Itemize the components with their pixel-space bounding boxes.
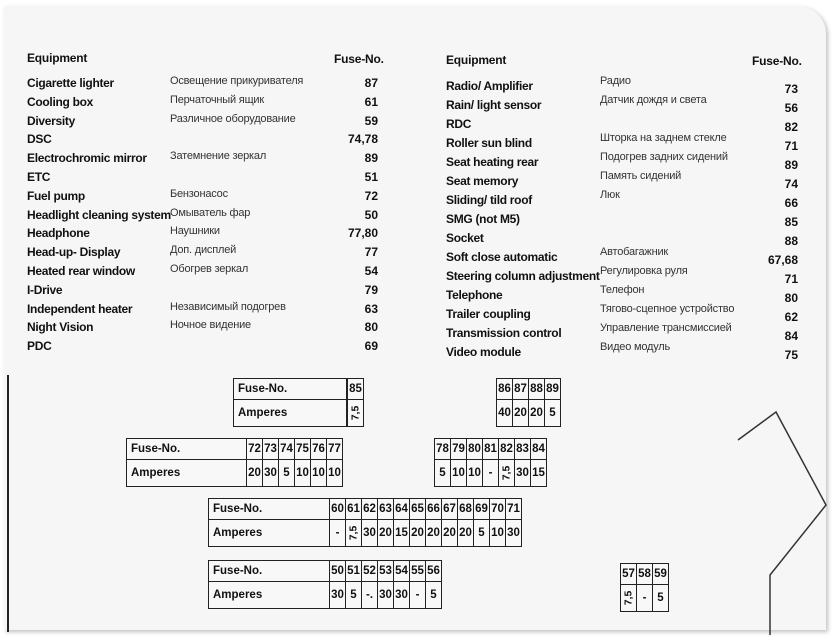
fuse-number-cell: 59: [653, 564, 669, 585]
left-equipment-header: Equipment: [27, 51, 88, 65]
equipment-name: Rain/ light sensor: [446, 98, 542, 112]
equipment-name: Headlight cleaning system: [27, 207, 171, 222]
fuse-number-cell: 88: [529, 379, 545, 400]
fuse-no-label: Fuse-No.: [127, 439, 247, 460]
amperes-value: 7,5: [622, 590, 635, 606]
fuse-table-labels: [233, 378, 347, 427]
left-fuse-header: Fuse-No.: [334, 52, 384, 66]
fuse-table: [208, 498, 522, 547]
equipment-name: Trailer coupling: [446, 307, 531, 321]
equipment-name-ru: Управление трансмиссией: [600, 322, 732, 334]
fuse-number-cell: 89: [545, 379, 561, 400]
fuse-number-cell: 60: [330, 499, 346, 520]
amperes-label: Amperes: [209, 582, 330, 609]
fuse-number-cell: 81: [483, 439, 499, 460]
fuse-number-cell: 85: [348, 379, 364, 400]
equipment-name: Cooling box: [27, 94, 94, 109]
amperes-label: Amperes: [127, 460, 247, 487]
amperes-cell: -: [410, 582, 426, 609]
amperes-cell: 10: [295, 460, 311, 487]
equipment-name: Fuel pump: [27, 188, 85, 203]
equipment-name-ru: Тягово-сцепное устройство: [600, 303, 735, 315]
equipment-name-ru: Люк: [600, 189, 620, 201]
fuse-number-cell: 68: [458, 499, 474, 520]
equipment-name-ru: Независимый подогрев: [170, 300, 286, 313]
fuse-number: 79: [364, 282, 378, 297]
fuse-number-cell: 78: [435, 439, 451, 460]
equipment-name-ru: Подогрев задних сидений: [600, 151, 728, 163]
fuse-table: [347, 378, 364, 427]
amperes-cell: [348, 400, 364, 427]
fuse-number: 63: [364, 301, 378, 316]
fuse-number-cell: 57: [621, 564, 637, 585]
equipment-name-ru: Бензонасос: [170, 187, 228, 200]
amperes-cell: 10: [490, 520, 506, 547]
equipment-name: I-Drive: [27, 282, 63, 297]
fuse-number: 67,68: [767, 253, 798, 267]
fuse-number-cell: 63: [378, 499, 394, 520]
equipment-name: Headphone: [27, 226, 90, 241]
fuse-number: 59: [364, 113, 378, 128]
fuse-number: 87: [364, 76, 378, 90]
fuse-number-cell: 66: [426, 499, 442, 520]
fuse-number: 69: [364, 339, 378, 354]
fuse-number-cell: 58: [637, 564, 653, 585]
fuse-number: 75: [784, 348, 798, 362]
fuse-number-cell: 53: [378, 561, 394, 582]
fuse-number: 72: [364, 188, 378, 203]
equipment-name-ru: Затемнение зеркал: [170, 150, 267, 163]
equipment-name: Seat memory: [446, 174, 519, 188]
amperes-cell: 20: [410, 520, 426, 547]
equipment-name: Independent heater: [27, 301, 133, 316]
fuse-number-cell: 56: [426, 561, 442, 582]
fuse-number: 66: [784, 196, 798, 210]
equipment-name: Soft close automatic: [446, 250, 558, 264]
fuse-number-cell: 73: [263, 439, 279, 460]
fuse-number: 62: [784, 310, 798, 324]
amperes-cell: 30: [330, 582, 346, 609]
equipment-name: Heated rear window: [27, 264, 135, 278]
equipment-name: ETC: [27, 170, 51, 184]
fuse-number: 82: [784, 120, 798, 134]
amperes-cell: 5: [545, 400, 561, 427]
amperes-cell: -: [483, 460, 499, 487]
fuse-number: 54: [364, 264, 378, 278]
fuse-no-label: Fuse-No.: [234, 379, 347, 400]
right-equipment-header: Equipment: [446, 53, 507, 67]
amperes-cell: 15: [531, 460, 547, 487]
amperes-cell: 5: [426, 582, 442, 609]
fuse-number: 80: [364, 320, 378, 335]
equipment-name-ru: Память сидений: [600, 170, 682, 182]
equipment-name-ru: Регулировка руля: [600, 265, 688, 277]
fuse-number: 50: [364, 207, 378, 222]
equipment-name-ru: Телефон: [600, 284, 645, 296]
fuse-number-cell: 84: [531, 439, 547, 460]
equipment-name: PDC: [27, 339, 52, 354]
equipment-name: Transmission control: [446, 326, 562, 340]
fuse-number-cell: 61: [346, 499, 362, 520]
fuse-number: 56: [784, 101, 798, 115]
fuse-number: 61: [364, 94, 378, 109]
fuse-number: 73: [784, 82, 798, 96]
fuse-number-cell: 71: [506, 499, 522, 520]
amperes-label: Amperes: [209, 520, 330, 547]
equipment-name-ru: Освещение прикуривателя: [170, 75, 304, 87]
fuse-number: 74,78: [347, 132, 378, 147]
equipment-name: DSC: [27, 132, 52, 147]
amperes-cell: 10: [451, 460, 467, 487]
amperes-value: 7,5: [500, 465, 513, 481]
fuse-number-cell: 51: [346, 561, 362, 582]
amperes-cell: [346, 520, 362, 547]
amperes-cell: 20: [513, 400, 529, 427]
equipment-name: Head-up- Display: [27, 245, 121, 260]
equipment-name-ru: Видео модуль: [600, 341, 671, 353]
amperes-cell: 30: [506, 520, 522, 547]
amperes-cell: 10: [467, 460, 483, 487]
amperes-cell: 15: [394, 520, 410, 547]
fuse-number: 77,80: [347, 226, 378, 241]
equipment-name: RDC: [446, 117, 472, 131]
fuse-no-label: Fuse-No.: [209, 499, 330, 520]
fuse-number-cell: 52: [362, 561, 378, 582]
amperes-cell: 20: [529, 400, 545, 427]
amperes-cell: 40: [497, 400, 513, 427]
fuse-number: 85: [784, 215, 798, 229]
fuse-table: [496, 378, 561, 427]
fuse-number-cell: 76: [311, 439, 327, 460]
equipment-name-ru: Ночное видение: [170, 319, 251, 332]
equipment-name: Diversity: [27, 113, 75, 128]
right-fuse-header: Fuse-No.: [752, 54, 802, 68]
amperes-cell: 30: [378, 582, 394, 609]
equipment-name: SMG (not M5): [446, 212, 520, 226]
equipment-name-ru: Датчик дождя и света: [600, 94, 707, 106]
fuse-number: 71: [784, 139, 798, 153]
fuse-number: 89: [784, 158, 798, 172]
fuse-table: [434, 438, 547, 487]
amperes-cell: 20: [378, 520, 394, 547]
fuse-table: [208, 560, 442, 609]
amperes-cell: 5: [435, 460, 451, 487]
amperes-cell: [621, 585, 637, 612]
amperes-cell: 5: [279, 460, 295, 487]
fuse-table: [620, 563, 669, 612]
equipment-name-ru: Омыватель фар: [170, 206, 251, 219]
amperes-cell: 5: [346, 582, 362, 609]
equipment-name: Roller sun blind: [446, 136, 532, 150]
fuse-number-cell: 62: [362, 499, 378, 520]
fuse-no-label: Fuse-No.: [209, 561, 330, 582]
fuse-number-cell: 75: [295, 439, 311, 460]
fuse-table: [126, 438, 343, 487]
fuse-number: 77: [364, 245, 378, 260]
fuse-number: 71: [784, 272, 798, 286]
amperes-cell: -: [637, 585, 653, 612]
equipment-name: Radio/ Amplifier: [446, 79, 533, 93]
fuse-number: 74: [784, 177, 798, 191]
equipment-name: Electrochromic mirror: [27, 151, 147, 166]
fuse-number-cell: 79: [451, 439, 467, 460]
equipment-name-ru: Автобагажник: [600, 246, 669, 258]
fuse-number-cell: 83: [515, 439, 531, 460]
equipment-name-ru: Радио: [600, 75, 631, 87]
equipment-name: Steering column adjustment: [446, 269, 600, 283]
equipment-name: Cigarette lighter: [27, 76, 114, 90]
amperes-cell: 20: [426, 520, 442, 547]
fuse-number-cell: 74: [279, 439, 295, 460]
amperes-cell: 5: [474, 520, 490, 547]
amperes-label: Amperes: [234, 400, 347, 427]
fuse-number-cell: 54: [394, 561, 410, 582]
amperes-cell: 20: [458, 520, 474, 547]
amperes-cell: 30: [263, 460, 279, 487]
fuse-number-cell: 82: [499, 439, 515, 460]
fuse-number-cell: 77: [327, 439, 343, 460]
fuse-number: 84: [784, 329, 798, 343]
fuse-number-cell: 55: [410, 561, 426, 582]
amperes-cell: -: [330, 520, 346, 547]
fuse-number-cell: 65: [410, 499, 426, 520]
amperes-cell: 10: [311, 460, 327, 487]
fuse-number-cell: 69: [474, 499, 490, 520]
amperes-value: 7,5: [347, 525, 360, 541]
equipment-name: Seat heating rear: [446, 155, 539, 169]
fuse-number: 88: [784, 234, 798, 248]
amperes-cell: 20: [247, 460, 263, 487]
equipment-name: Socket: [446, 231, 484, 245]
amperes-cell: 30: [394, 582, 410, 609]
amperes-value: 7,5: [349, 405, 362, 421]
amperes-cell: 5: [653, 585, 669, 612]
fuse-number: 80: [784, 291, 798, 305]
fuse-number-cell: 67: [442, 499, 458, 520]
equipment-name-ru: Шторка на заднем стекле: [600, 132, 727, 144]
equipment-name-ru: Различное оборудование: [170, 112, 296, 125]
fuse-number-cell: 64: [394, 499, 410, 520]
amperes-cell: 10: [327, 460, 343, 487]
amperes-cell: 20: [442, 520, 458, 547]
equipment-name: Sliding/ tild roof: [446, 193, 532, 207]
fuse-number-cell: 86: [497, 379, 513, 400]
equipment-name-ru: Перчаточный ящик: [170, 93, 264, 106]
equipment-name: Night Vision: [27, 320, 94, 335]
equipment-name-ru: Обогрев зеркал: [170, 263, 249, 275]
amperes-cell: 30: [362, 520, 378, 547]
amperes-cell: 30: [515, 460, 531, 487]
fuse-number-cell: 50: [330, 561, 346, 582]
equipment-name: Telephone: [446, 288, 503, 302]
fuse-number: 51: [364, 170, 378, 184]
fuse-number: 89: [364, 151, 378, 166]
equipment-name-ru: Наушники: [170, 225, 220, 238]
fuse-number-cell: 80: [467, 439, 483, 460]
equipment-name-ru: Доп. дисплей: [170, 244, 237, 257]
fuse-number-cell: 87: [513, 379, 529, 400]
amperes-cell: [499, 460, 515, 487]
fuse-number-cell: 70: [490, 499, 506, 520]
equipment-name: Video module: [446, 345, 521, 359]
amperes-cell: -.: [362, 582, 378, 609]
fuse-number-cell: 72: [247, 439, 263, 460]
